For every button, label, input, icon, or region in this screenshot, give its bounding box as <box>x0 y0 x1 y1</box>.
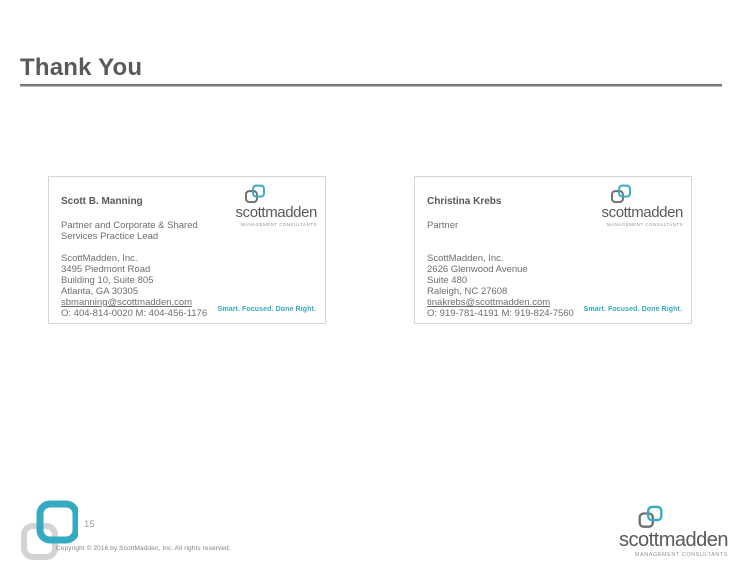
contact-name: Christina Krebs <box>427 196 502 207</box>
scottmadden-logo <box>222 184 317 227</box>
scottmadden-logo <box>588 184 683 227</box>
address-line: Suite 480 <box>427 275 468 286</box>
company-name: ScottMadden, Inc. <box>61 253 138 264</box>
contact-title: Partner <box>427 220 459 231</box>
logo-wordmark: scottmadden <box>601 204 683 221</box>
address-line: 3495 Piedmont Road <box>61 264 151 275</box>
scottmadden-mark-icon <box>637 505 664 529</box>
contact-name: Scott B. Manning <box>61 196 143 207</box>
email-link[interactable]: tinakrebs@scottmadden.com <box>427 297 551 308</box>
scottmadden-logo <box>583 505 728 558</box>
brand-tagline: Smart. Focused. Done Right. <box>583 306 682 313</box>
logo-descriptor: MANAGEMENT CONSULTANTS <box>240 222 317 227</box>
address-line: Building 10, Suite 805 <box>61 275 154 286</box>
logo-descriptor: MANAGEMENT CONSULTANTS <box>606 222 683 227</box>
business-card-scott-manning <box>48 176 326 324</box>
business-card-christina-krebs <box>414 176 692 324</box>
page-title: Thank You <box>20 54 143 81</box>
logo-descriptor: MANAGEMENT CONSULTANTS <box>634 552 728 558</box>
scottmadden-mark-icon <box>610 184 632 204</box>
page-number: 15 <box>84 519 95 530</box>
address-line: Atlanta, GA 30305 <box>61 286 139 297</box>
card-contact-block <box>427 196 605 319</box>
contact-address <box>61 253 239 319</box>
logo-wordmark: scottmadden <box>618 529 728 551</box>
phone-numbers: O: 404-814-0020 M: 404-456-1176 <box>61 308 208 319</box>
phone-numbers: O: 919-781-4191 M: 919-824-7560 <box>427 308 574 319</box>
scottmadden-mark-icon <box>244 184 266 204</box>
logo-wordmark: scottmadden <box>235 204 317 221</box>
address-line: Raleigh, NC 27608 <box>427 286 508 297</box>
copyright-text: Copyright © 2016 by ScottMadden, Inc. All rights reserved. <box>56 545 231 552</box>
address-line: 2626 Glenwood Avenue <box>427 264 528 275</box>
brand-tagline: Smart. Focused. Done Right. <box>217 306 316 313</box>
contact-address <box>427 253 605 319</box>
contact-title: Partner and Corporate & Shared Services Practice Lead <box>61 220 198 242</box>
email-link[interactable]: sbmanning@scottmadden.com <box>61 297 193 308</box>
card-contact-block <box>61 196 239 319</box>
company-name: ScottMadden, Inc. <box>427 253 504 264</box>
scottmadden-mark-icon <box>20 499 78 562</box>
title-divider <box>20 84 722 87</box>
